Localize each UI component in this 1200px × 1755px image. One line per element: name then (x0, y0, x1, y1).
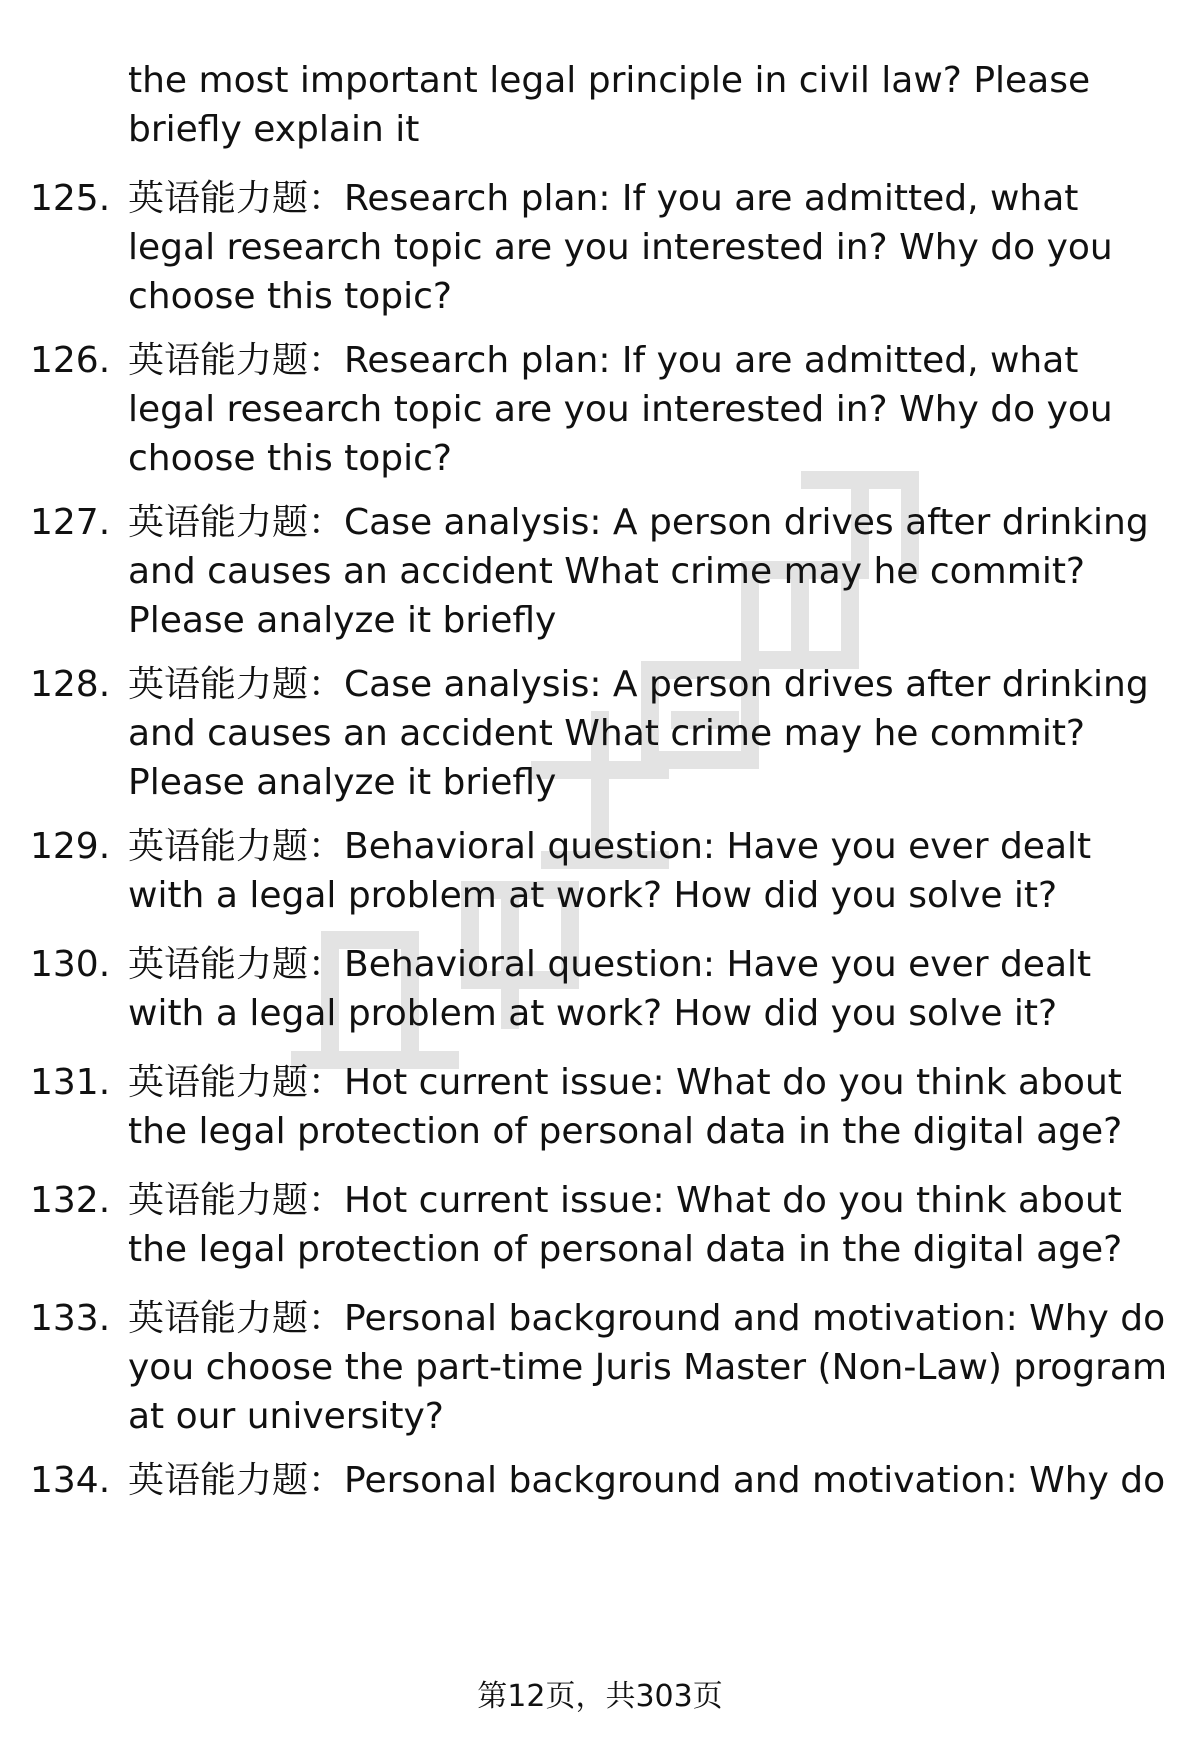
question-tag: 英语能力题： (128, 826, 345, 867)
list-item (30, 940, 1170, 1038)
list-item (30, 1058, 1170, 1156)
question-text: Research plan: If you are admitted, what legal research topic are you interested in? Why do you choose this topic? (128, 178, 1113, 317)
question-text: Hot current issue: What do you think about the legal protection of personal data in the digital age? (128, 1180, 1123, 1270)
list-item (30, 822, 1170, 920)
question-number: 127. (30, 502, 111, 543)
question-number: 130. (30, 944, 111, 985)
question-tag: 英语能力题： (128, 178, 345, 219)
question-text: Personal background and motivation: Why do you choose the part-time Juris Master (Non-Law) program at our university? (128, 1298, 1168, 1437)
question-tag: 英语能力题： (128, 944, 345, 985)
list-item (30, 174, 1170, 321)
list-item (30, 498, 1170, 645)
question-tag: 英语能力题： (128, 664, 345, 705)
question-number: 132. (30, 1180, 111, 1221)
question-text: Research plan: If you are admitted, what legal research topic are you interested in? Why do you choose this topic? (128, 340, 1113, 479)
question-number: 133. (30, 1298, 111, 1339)
question-number: 129. (30, 826, 111, 867)
question-tag: 英语能力题： (128, 502, 345, 543)
question-tag: 英语能力题： (128, 1062, 345, 1103)
list-item (30, 1294, 1170, 1441)
question-text: Behavioral question: Have you ever dealt with a legal problem at work? How did you solve it? (128, 826, 1092, 916)
question-number: 134. (30, 1460, 111, 1501)
question-number: 125. (30, 178, 111, 219)
list-item (30, 1176, 1170, 1274)
question-text: Hot current issue: What do you think about the legal protection of personal data in the digital age? (128, 1062, 1123, 1152)
question-number: 126. (30, 340, 111, 381)
list-item (30, 660, 1170, 807)
question-tag: 英语能力题： (128, 1180, 345, 1221)
question-tag: 英语能力题： (128, 1298, 345, 1339)
question-tag: 英语能力题： (128, 340, 345, 381)
question-number: 128. (30, 664, 111, 705)
question-number: 131. (30, 1062, 111, 1103)
question-text: Behavioral question: Have you ever dealt with a legal problem at work? How did you solve it? (128, 944, 1092, 1034)
list-item (30, 336, 1170, 483)
continuation-paragraph: the most important legal principle in civil law? Please briefly explain it (128, 60, 1091, 150)
question-tag: 英语能力题： (128, 1460, 345, 1501)
page-footer: 第12页，共303页 (477, 1679, 723, 1714)
question-text: Personal background and motivation: Why do (344, 1460, 1166, 1501)
list-item (30, 1456, 1170, 1505)
question-text: Case analysis: A person drives after drinking and causes an accident What crime may he commit? Please analyze it briefly (128, 502, 1149, 641)
question-text: Case analysis: A person drives after drinking and causes an accident What crime may he commit? Please analyze it briefly (128, 664, 1149, 803)
